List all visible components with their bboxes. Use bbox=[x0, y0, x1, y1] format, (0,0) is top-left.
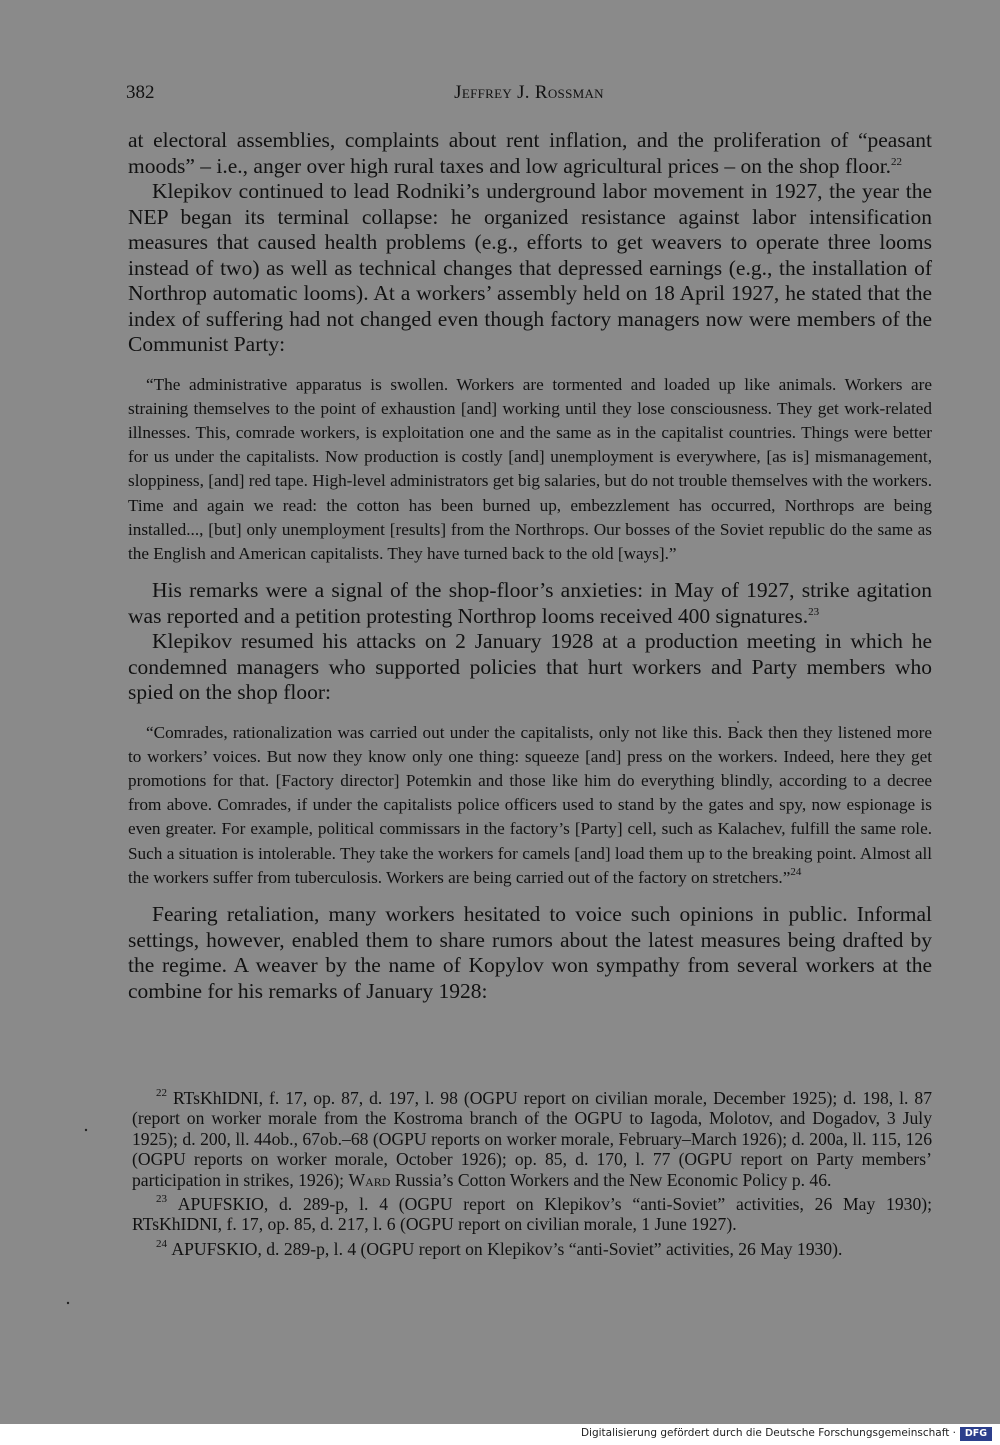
paragraph: Klepikov resumed his attacks on 2 January 1928 at a production meeting in which he condemned managers who supported policies that hurt workers and Party members who spied on the shop floor: bbox=[128, 629, 932, 705]
paragraph: Klepikov continued to lead Rodniki’s underground labor movement in 1927, the year the NEP began its terminal collapse: he organized resistance against labor intensification measures that caused health problems (e.g., efforts to get weavers to operate three looms instead of two) as well as technical changes that depressed earnings (e.g., the installation of Northrop automatic looms). At a workers’ assembly held on 18 April 1927, he stated that the index of suffering had not changed even though factory managers now were members of the Communist Party: bbox=[128, 179, 932, 356]
paragraph-text: at electoral assemblies, complaints about rent inflation, and the proliferation of “peasant moods” – i.e., anger over high rural taxes and low agricultural prices – on the shop floor. bbox=[128, 128, 932, 178]
scan-speck bbox=[67, 1302, 69, 1304]
quote-text: “Comrades, rationalization was carried out under the capitalists, only not like this. Back then they listened more to workers’ voices. But now they know only one thing: squeeze [and] press on the workers. Indeed, here they get promotions for that. [Factory director] Potemkin and those like him do everything blindly, according to a decree from above. Comrades, if under the capitalists police officers used to stand by the gates and spy, now espionage is even greater. For example, political commissars in the factory’s [Party] cell, such as Kalachev, fulfill the same role. Such a situation is intolerable. They take the workers for camels [and] load them up to the breaking point. Almost all the workers suffer from tuberculosis. Workers are being carried out of the factory on stretchers.” bbox=[128, 722, 932, 887]
digitization-banner bbox=[0, 1424, 1000, 1445]
banner-text: Digitalisierung gefördert durch die Deutsche Forschungsgemeinschaft · bbox=[580, 1427, 956, 1439]
paragraph-text: His remarks were a signal of the shop-floor’s anxieties: in May of 1927, strike agitation was reported and a petition protesting Northrop looms received 400 signatures. bbox=[128, 578, 932, 628]
footnote-text: APUFSKIO, d. 289-p, l. 4 (OGPU report on Klepikov’s “anti-Soviet” activities, 26 May 1930); RTsKhIDNI, f. 17, op. 85, d. 217, l. 6 (OGPU report on civilian morale, 1 June 1927). bbox=[132, 1194, 932, 1235]
running-head: Jeffrey J. Rossman bbox=[454, 82, 604, 103]
footnote bbox=[132, 1194, 932, 1235]
paragraph bbox=[128, 578, 932, 629]
scan-speck bbox=[85, 1129, 87, 1131]
paragraph: Fearing retaliation, many workers hesitated to voice such opinions in public. Informal settings, however, enabled them to share rumors about the latest measures being drafted by the regime. A weaver by the name of Kopylov won sympathy from several workers at the combine for his remarks of January 1928: bbox=[128, 902, 932, 1003]
footnote-number: 22 bbox=[156, 1087, 167, 1099]
page-header bbox=[126, 82, 932, 112]
block-quote bbox=[128, 721, 932, 890]
footnote-number: 24 bbox=[156, 1237, 167, 1250]
block-quote: “The administrative apparatus is swollen. Workers are tormented and loaded up like animals. Workers are straining themselves to the point of exhaustion [and] working until they lose consciousness. They get work-related illnesses. This, comrade workers, is exploitation one and the same as in the capitalist countries. Things were better for us under the capitalists. Now production is costly [and] unemployment is everywhere, [as is] mismanagement, sloppiness, [and] red tape. High-level administrators get big salaries, but do not trouble themselves with the workers. Time and again we read: the cotton has been burned up, embezzlement has occurred, Northrops are being installed..., [but] only unemployment [results] from the Northrops. Our bosses of the Soviet republic do the same as the English and American capitalists. They have turned back to the old [ways].” bbox=[128, 374, 932, 563]
footnote-number: 23 bbox=[156, 1193, 167, 1206]
footnote bbox=[132, 1239, 932, 1259]
body-text bbox=[128, 128, 932, 1004]
footnote-ref[interactable]: 24 bbox=[790, 865, 802, 878]
footnote-text: APUFSKIO, d. 289-p, l. 4 (OGPU report on Klepikov’s “anti-Soviet” activities, 26 May 1930). bbox=[171, 1238, 843, 1259]
footnote-text: Russia’s Cotton Workers and the New Economic Policy p. 46. bbox=[394, 1169, 832, 1190]
page-number: 382 bbox=[126, 82, 155, 103]
footnotes bbox=[132, 1088, 932, 1263]
dfg-logo-icon: DFG bbox=[960, 1427, 992, 1441]
footnote bbox=[132, 1088, 932, 1190]
footnote-author: Ward bbox=[348, 1169, 391, 1190]
paragraph bbox=[128, 128, 932, 179]
footnote-text: RTsKhIDNI, f. 17, op. 87, d. 197, l. 98 (OGPU report on civilian morale, December 1925); d. 198, l. 87 (report on worker morale from the Kostroma branch of the OGPU to Iagoda, Molotov, and Dogadov, 3 July 1925); d. 200, ll. 44ob., 67ob.–68 (OGPU reports on worker morale, February–March 1926); d. 200a, ll. 115, 126 (OGPU reports on worker morale, October 1926); op. 85, d. 170, l. 77 (OGPU report on Party members’ participation in strikes, 1926); bbox=[132, 1088, 932, 1190]
footnote-ref[interactable]: 22 bbox=[891, 155, 903, 168]
footnote-ref[interactable]: 23 bbox=[808, 605, 820, 618]
